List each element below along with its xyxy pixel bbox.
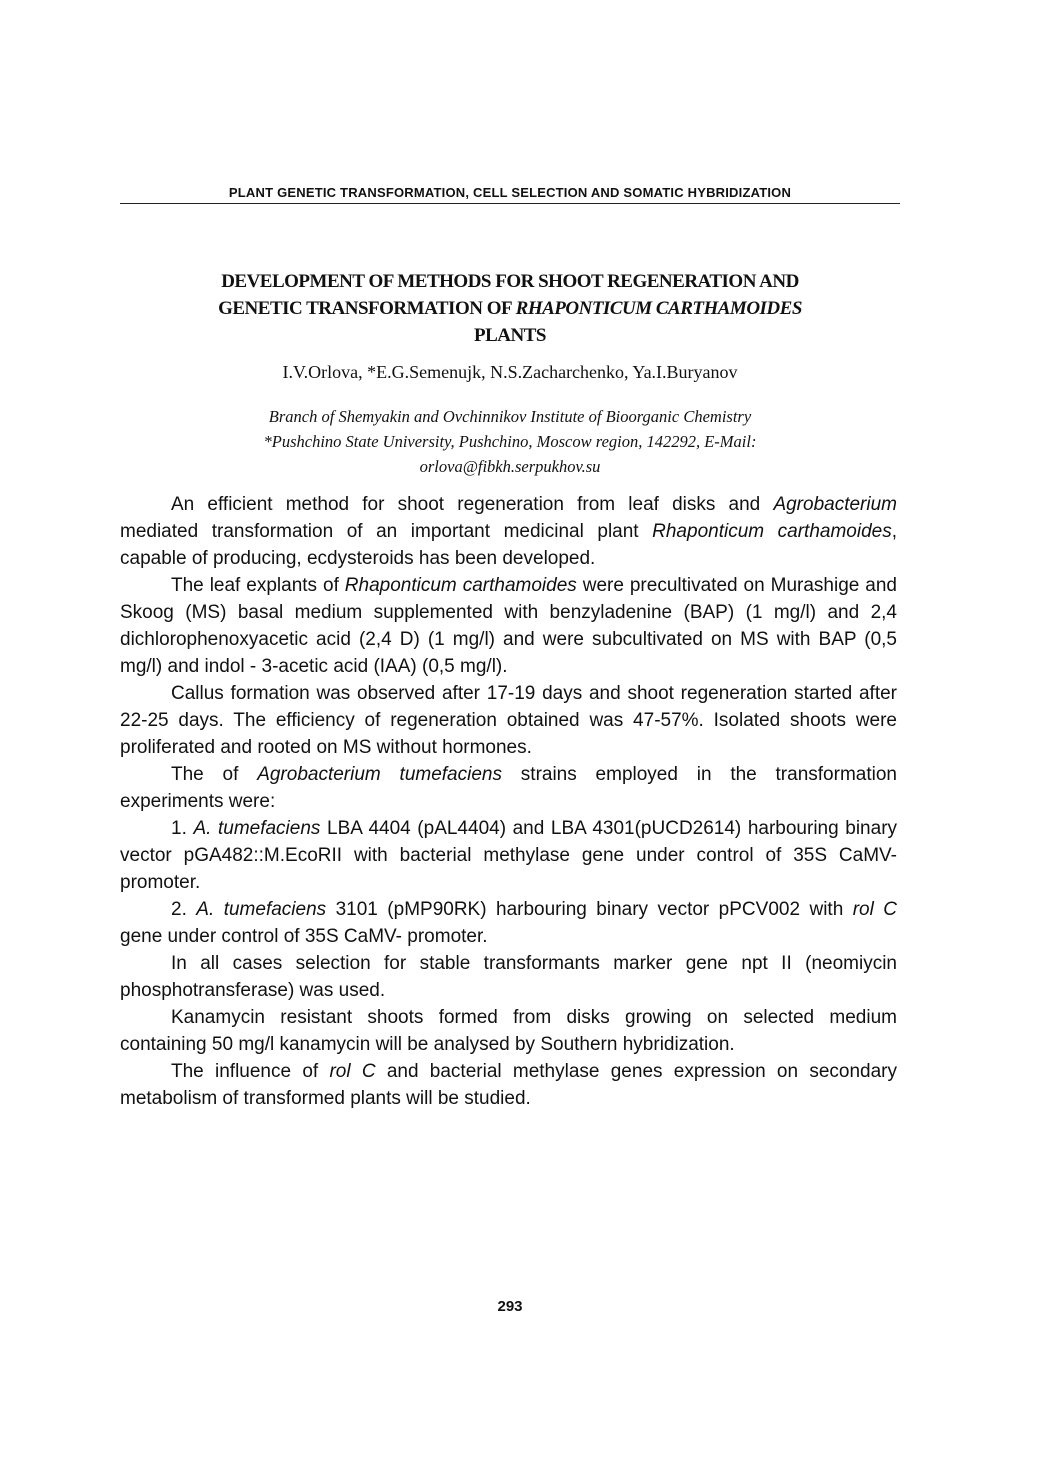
paragraph-1 xyxy=(120,491,897,572)
paragraph-2 xyxy=(120,572,897,680)
p9-text-c: and bacterial methylase genes expression on secondary metabolism of transformed plants will be studied. xyxy=(120,1061,897,1109)
p9-italic-b: rol C xyxy=(329,1061,376,1082)
p1-text-e: , capable of producing, ecdysteroids has been developed. xyxy=(120,521,897,569)
title-line-2 xyxy=(120,295,900,322)
affiliation-line-1: Branch of Shemyakin and Ovchinnikov Institute of Bioorganic Chemistry xyxy=(268,407,752,426)
title-line-2-plain: GENETIC TRANSFORMATION OF xyxy=(218,298,516,319)
p1-italic-d: Rhaponticum carthamoides xyxy=(652,521,892,542)
p4-text-c: strains employed in the transformation experiments were: xyxy=(120,764,897,812)
p5-text-c: LBA 4404 (pAL4404) and LBA 4301(pUCD2614) harbouring binary vector pGA482::M.EcoRII with bacterial methylase gene under control of 35S CaMV- promoter. xyxy=(120,818,898,893)
p2-italic-b: Rhaponticum carthamoides xyxy=(344,575,577,596)
p5-text-a: 1. xyxy=(171,818,194,839)
title-species-name: RHAPONTICUM CARTHAMOIDES xyxy=(515,298,802,319)
p2-text-c: were precultivated on Murashige and Skoog (MS) basal medium supplemented with benzyladenine (BAP) (1 mg/l) and 2,4 dichlorophenoxyacetic acid (2,4 D) (1 mg/l) and were subcultivated on MS with BAP (0,5 mg/l) and indol - 3-acetic acid (IAA) (0,5 mg/l). xyxy=(120,575,897,677)
title-line-3: PLANTS xyxy=(474,325,546,346)
paragraph-3: Callus formation was observed after 17-19 days and shoot regeneration started after 22-25 days. The efficiency of regeneration obtained was 47-57%. Isolated shoots were proliferated and rooted on MS without hormones. xyxy=(120,683,897,758)
p1-italic-b: Agrobacterium xyxy=(773,494,897,515)
page-number: 293 xyxy=(497,1298,523,1315)
p6-italic-d: rol C xyxy=(852,899,898,920)
p1-text-a: An efficient method for shoot regeneration from leaf disks and xyxy=(171,494,774,515)
p6-text-c: 3101 (pMP90RK) harbouring binary vector pPCV002 with xyxy=(326,899,853,920)
p4-text-a: The of xyxy=(171,764,258,785)
paragraph-6 xyxy=(120,896,897,950)
p4-italic-b: Agrobacterium tumefaciens xyxy=(257,764,502,785)
running-header: PLANT GENETIC TRANSFORMATION, CELL SELECTION AND SOMATIC HYBRIDIZATION xyxy=(228,185,792,200)
paragraph-7: In all cases selection for stable transformants marker gene npt II (neomiycin phosphotransferase) was used. xyxy=(120,953,897,1001)
p5-italic-b: A. tumefaciens xyxy=(193,818,321,839)
paragraph-5 xyxy=(120,815,897,896)
p9-text-a: The influence of xyxy=(171,1061,330,1082)
title-line-1: DEVELOPMENT OF METHODS FOR SHOOT REGENERATION AND xyxy=(221,271,799,292)
p2-text-a: The leaf explants of xyxy=(171,575,345,596)
affiliation xyxy=(120,404,900,479)
paragraph-9 xyxy=(120,1058,897,1112)
author-list: I.V.Orlova, *E.G.Semenujk, N.S.Zacharchenko, Ya.I.Buryanov xyxy=(282,362,738,382)
affiliation-line-2: *Pushchino State University, Pushchino, Moscow region, 142292, E-Mail: xyxy=(263,432,757,451)
paragraph-4 xyxy=(120,761,897,815)
abstract-body xyxy=(120,491,897,1112)
p6-text-a: 2. xyxy=(171,899,197,920)
paper-title xyxy=(120,268,900,349)
p6-text-e: gene under control of 35S CaMV- promoter. xyxy=(120,926,488,947)
p1-text-c: mediated transformation of an important medicinal plant xyxy=(120,521,653,542)
p6-italic-b: A. tumefaciens xyxy=(196,899,327,920)
paragraph-8: Kanamycin resistant shoots formed from disks growing on selected medium containing 50 mg/l kanamycin will be analysed by Southern hybridization. xyxy=(120,1007,897,1055)
affiliation-email: orlova@fibkh.serpukhov.su xyxy=(419,457,601,476)
header-rule xyxy=(120,203,900,204)
